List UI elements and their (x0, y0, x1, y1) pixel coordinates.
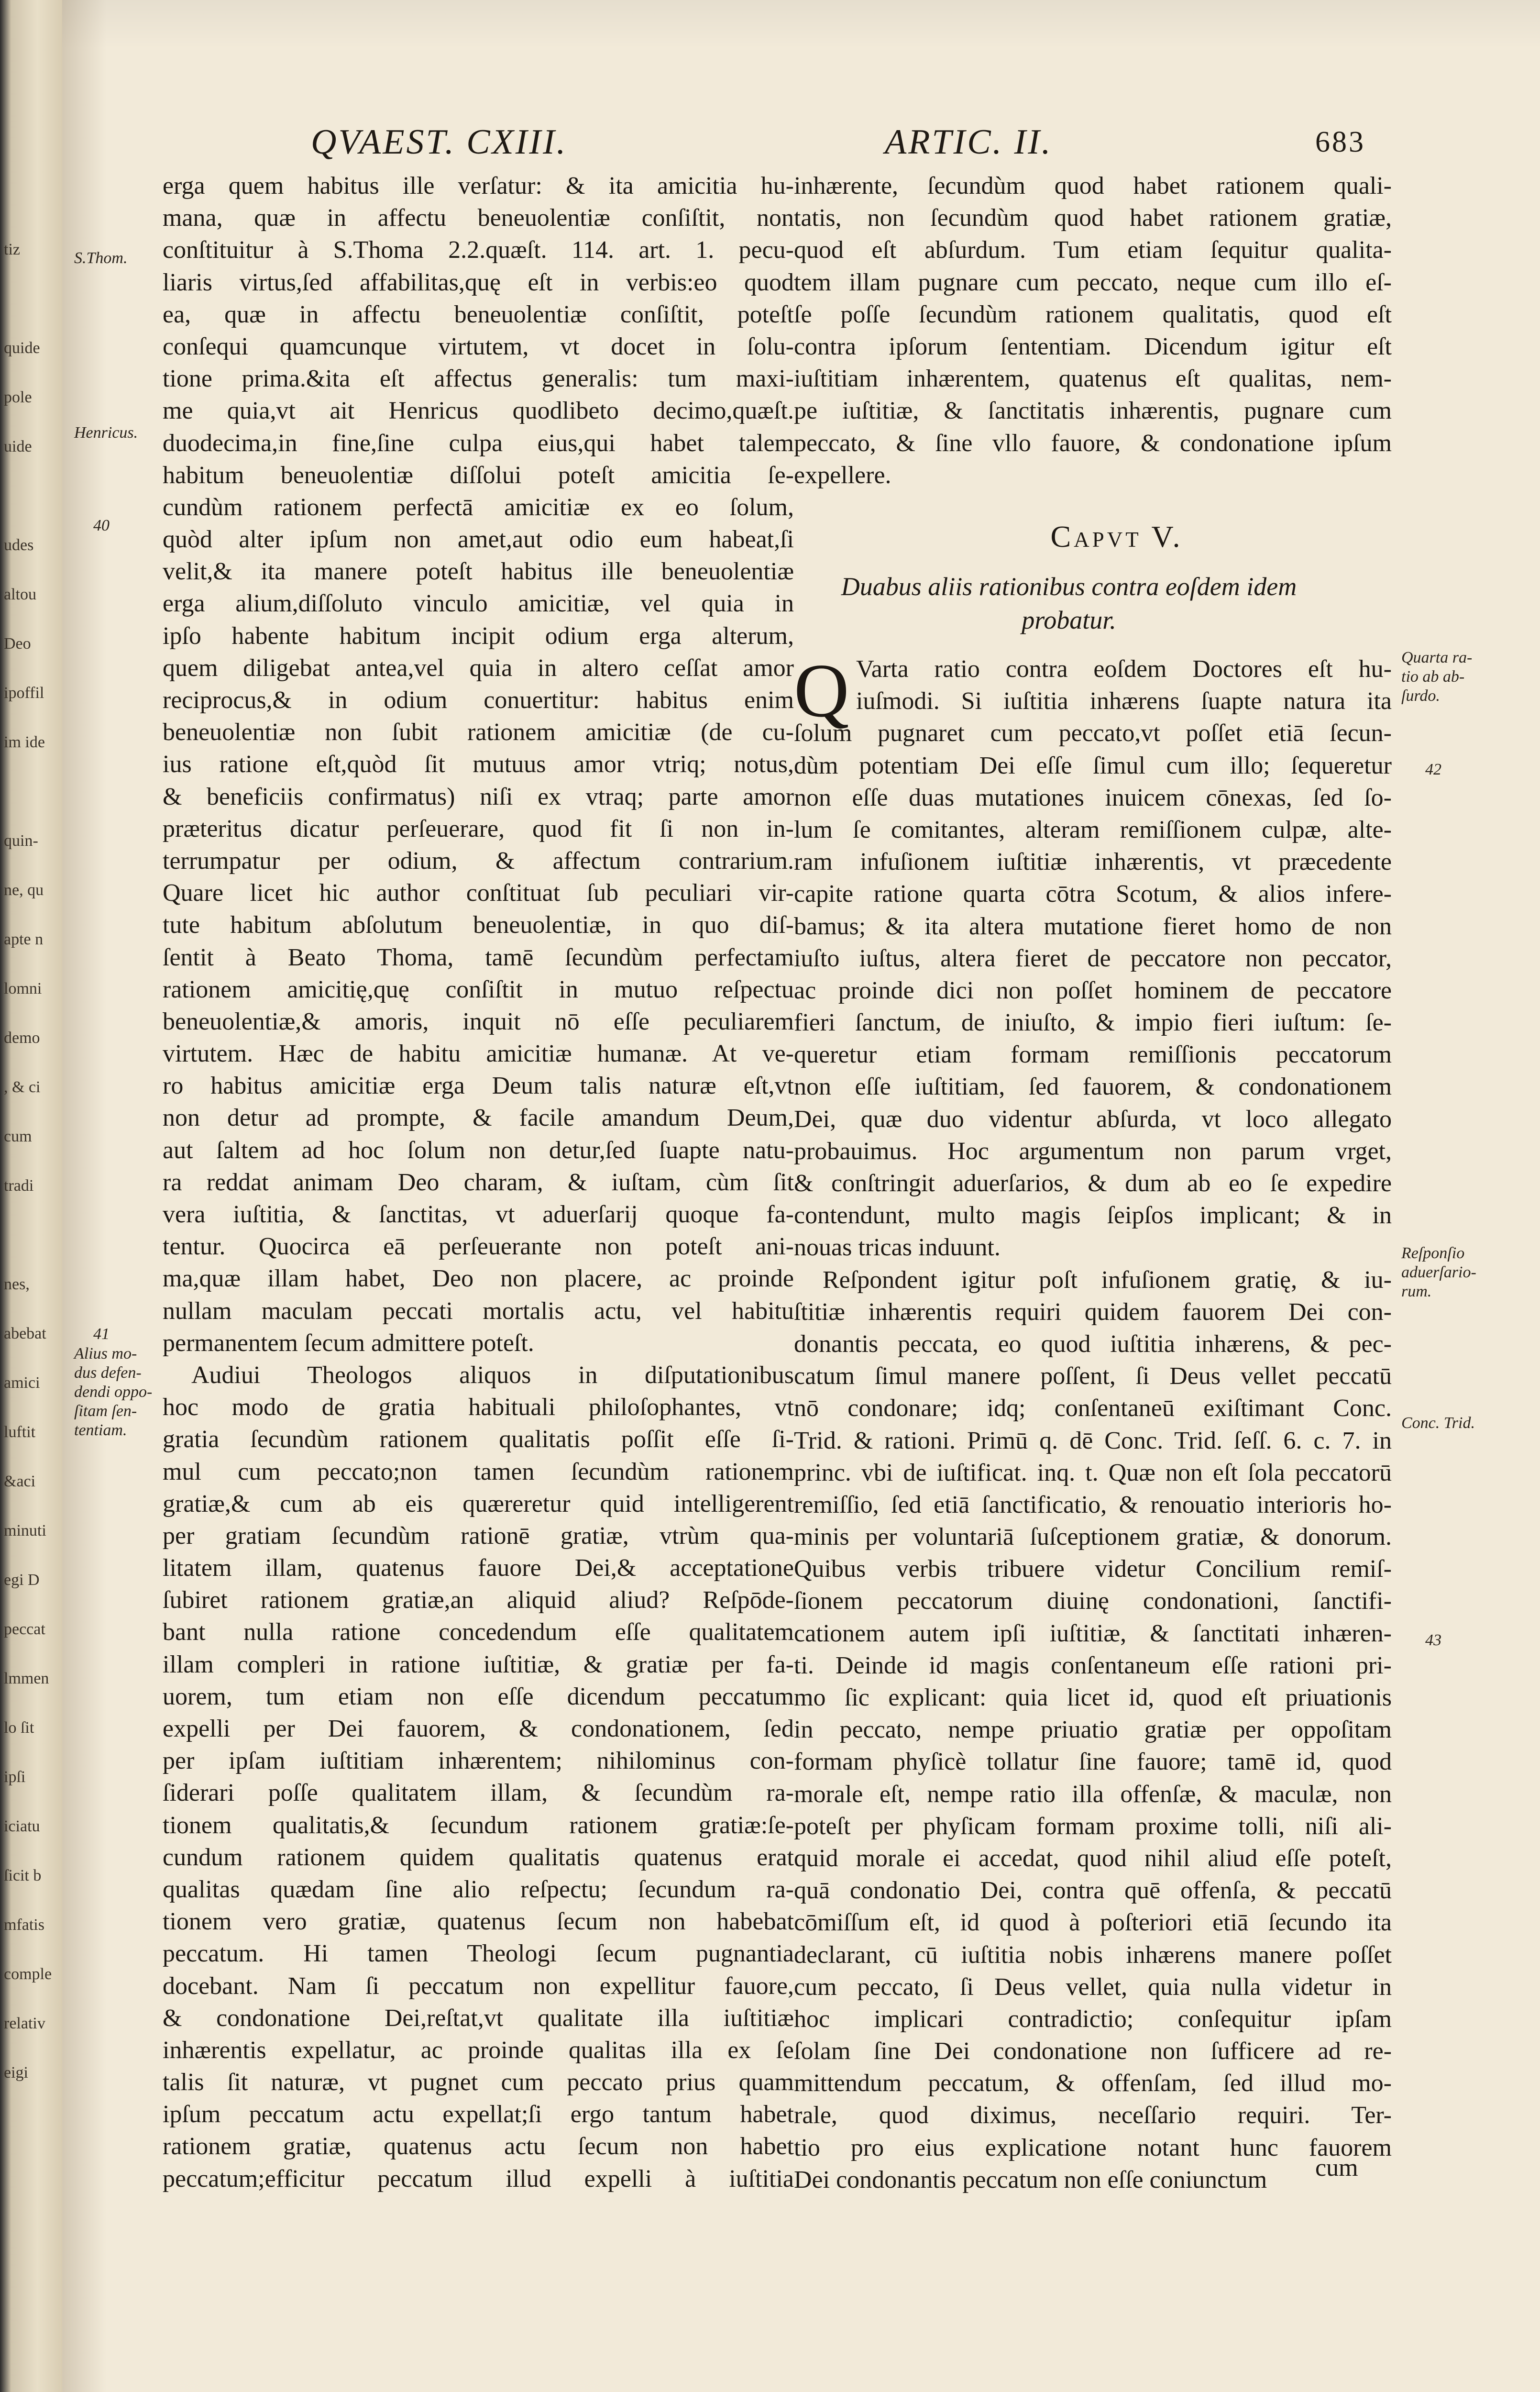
facing-page-fragment: uide (4, 438, 32, 455)
text-line: gratia ſecundùm rationem qualitatis poſſit eſſe ſi- (163, 1426, 794, 1453)
facing-page-fragment: iciatu (4, 1817, 40, 1835)
margin-note-alius-line4: ſitam ſen- (74, 1402, 137, 1420)
text-line: hoc modo de gratia habituali philoſophantes, vt (163, 1394, 794, 1421)
text-line: ſubiret rationem gratiæ,an aliquid aliud? Reſpōde- (163, 1586, 794, 1614)
facing-page-fragment: ipſi (4, 1768, 26, 1786)
text-line: Trid. & rationi. Primū q. dē Conc. Trid. ſeſſ. 6. c. 7. in (794, 1427, 1392, 1454)
facing-page-fragment: quide (4, 339, 40, 357)
chapter-subtitle-line2: probatur. (1022, 606, 1116, 634)
text-line: expellere. (794, 461, 891, 489)
text-line: per gratiam ſecundùm rationē gratiæ, vtrùm qua- (163, 1522, 794, 1550)
text-line: dùm potentiam Dei eſſe ſimul cum illo; ſequeretur (794, 752, 1392, 779)
text-line: talis ſit naturæ, vt pugnet cum peccato prius quam (163, 2069, 794, 2096)
margin-note-alius-line2: dus defen- (74, 1364, 142, 1382)
text-line: donantis peccata, eo quod iuſtitia inhærens, & pec- (794, 1330, 1392, 1358)
text-line: conſtituitur à S.Thoma 2.2.quæſt. 114. art. 1. pecu- (163, 236, 794, 264)
margin-note-conc-trid: Conc. Trid. (1401, 1414, 1475, 1432)
margin-note-henricus: Henricus. (74, 424, 138, 442)
facing-page-fragment: mfatis (4, 1916, 44, 1934)
text-line: capite ratione quarta cōtra Scotum, & alios infere- (794, 880, 1392, 908)
text-line: Dei condonantis peccatum non eſſe coniunctum (794, 2166, 1267, 2193)
facing-page-fragment: abebat (4, 1325, 46, 1342)
text-line: iuſmodi. Si iuſtitia inhærens ſuapte natura ita (856, 687, 1392, 715)
text-line: expelli per Dei fauorem, & condonationem, ſed (163, 1715, 794, 1742)
text-line: probauimus. Hoc argumentum non parum vrget, (794, 1137, 1392, 1165)
text-line: pe iuſtitiæ, & ſanctitatis inhærentis, pugnare cum (794, 397, 1392, 425)
text-line: mo ſic explicant: quia licet id, quod eſt priuationis (794, 1684, 1392, 1711)
text-line: formam phyſicè tollatur ſine fauore; tamē id, quod (794, 1748, 1392, 1776)
text-line: non eſſe duas mutationes inuicem cōnexas, ſed ſo- (794, 784, 1392, 811)
text-line: ma,quæ illam habet, Deo non placere, ac proinde (163, 1265, 794, 1293)
text-line: litatem illam, quatenus fauore Dei,& acceptatione (163, 1554, 794, 1582)
facing-page-fragment: eigi (4, 2064, 28, 2082)
text-line: mittendum peccatum, & offenſam, ſed illud mo- (794, 2070, 1392, 2097)
catchword: cum (1315, 2154, 1358, 2182)
text-line: contra ipſorum ſententiam. Dicendum igitur eſt (794, 332, 1392, 360)
facing-page-fragment: lo ſit (4, 1719, 34, 1737)
text-line: duodecima,in fine,ſine culpa eius,qui habet talem (163, 429, 794, 457)
text-line: inhærentis expellatur, ac proinde qualitas illa ex ſe (163, 2036, 794, 2064)
facing-page-fragment: comple (4, 1965, 52, 1983)
text-line: erga quem habitus ille verſatur: & ita amicitia hu- (163, 172, 794, 199)
text-line: ſolum pugnaret cum peccato,vt poſſet etiā ſecun- (794, 720, 1392, 747)
text-line: morale eſt, nempe ratio illa offenſæ, & maculæ, non (794, 1780, 1392, 1808)
facing-page-fragment: ſicit b (4, 1867, 42, 1884)
book-page (62, 0, 1540, 2392)
facing-page-fragment: &aci (4, 1473, 36, 1490)
margin-line-number-43: 43 (1425, 1631, 1441, 1649)
text-line: tentur. Quocirca eā perſeuerante non poteſt ani- (163, 1233, 794, 1261)
text-line: remiſſio, ſed etiā ſanctificatio, & renouatio interioris ho- (794, 1491, 1392, 1518)
text-line: cationem autem ipſi iuſtitiæ, & ſanctitati inhæren- (794, 1619, 1392, 1647)
text-line: tionem qualitatis,& ſecundum rationem gratiæ:ſe- (163, 1811, 794, 1839)
text-line: tione prima.&ita eſt affectus generalis: tum maxi- (163, 365, 794, 393)
text-line: bamus; & ita altera mutatione fieret homo de non (794, 912, 1392, 940)
chapter-title: Capvt V. (1050, 520, 1183, 554)
margin-note-responsio-line1: Reſponſio (1401, 1244, 1465, 1262)
text-line: non eſſe iuſtitiam, ſed fauorem, & condonationem (794, 1073, 1392, 1101)
text-line: lum ſe comitantes, alteram remiſſionem culpæ, alte- (794, 816, 1392, 843)
right-column-bottom (794, 648, 1392, 2196)
text-line: hoc implicari contradictio; conſequitur ipſam (794, 2005, 1392, 2033)
text-line: peccatum. Hi tamen Theologi ſecum pugnantia (163, 1940, 794, 1968)
margin-note-quarta-line2: tio ab ab- (1401, 668, 1465, 686)
text-line: Quibus verbis tribuere videtur Concilium remiſ- (794, 1555, 1392, 1583)
text-line: cundum rationem quidem qualitatis quatenus erat (163, 1843, 794, 1871)
margin-note-responsio-line2: aduerſario- (1401, 1263, 1476, 1281)
facing-page-edge (0, 0, 62, 2392)
text-line: quid morale ei accedat, quod nihil aliud eſſe poteſt, (794, 1844, 1392, 1872)
text-line: iuſto iuſtus, altera fieret de peccatore non peccator, (794, 944, 1392, 972)
margin-note-quarta-line1: Quarta ra- (1401, 649, 1473, 666)
text-line: virtutem. Hæc de habitu amicitiæ humanæ. At ve- (163, 1040, 794, 1068)
text-line: aut ſaltem ad hoc ſolum non detur,ſed ſuapte natu- (163, 1136, 794, 1164)
text-line: contendunt, multo magis ſeipſos implicant; & in (794, 1202, 1392, 1229)
text-line: tionem vero gratiæ, quatenus ſecum non habebat (163, 1908, 794, 1936)
text-line: princ. vbi de iuſtificat. inq. t. Quæ non eſt ſola peccatorū (794, 1459, 1392, 1486)
text-line: Quare licet hic author conſtituat ſub peculiari vir- (163, 879, 794, 907)
text-line: mana, quæ in affectu beneuolentiæ conſiſtit, non (163, 204, 794, 232)
text-line: ſionem peccatorum diuinę condonationi, ſanctifi- (794, 1587, 1392, 1615)
text-line: tute habitum abſolutum beneuolentiæ, in quo diſ- (163, 911, 794, 939)
text-line: ea, quæ in affectu beneuolentiæ conſiſtit, poteſt (163, 300, 794, 328)
text-line: quòd alter ipſum non amet,aut odio eum habeat,ſi (163, 526, 794, 554)
text-line: rationem gratiæ, quatenus actu ſecum non habet (163, 2133, 794, 2160)
facing-page-fragment: ipoffil (4, 684, 44, 702)
text-line: ram infuſionem iuſtitiæ inhærentis, vt præcedente (794, 848, 1392, 876)
text-line: ac proinde dici non poſſet hominem de peccatore (794, 976, 1392, 1004)
text-line: terrumpatur per odium, & affectum contrarium. (163, 847, 794, 875)
margin-note-responsio-line3: rum. (1401, 1283, 1432, 1300)
text-line: habitum beneuolentiæ diſſolui poteſt amicitia ſe- (163, 461, 794, 489)
margin-line-number-42: 42 (1425, 761, 1441, 778)
margin-note-alius-line1: Alius mo- (74, 1345, 137, 1362)
text-line: Reſpondent igitur poſt infuſionem gratię, & iu- (823, 1266, 1392, 1294)
text-line: Audiui Theologos aliquos in diſputationibus (191, 1361, 794, 1389)
text-line: nullam maculam peccati mortalis actu, vel habitu (163, 1297, 794, 1325)
page-number: 683 (1315, 126, 1365, 158)
text-line: ſtitiæ inhærentis requiri quidem fauorem Dei con- (794, 1298, 1392, 1326)
text-line: præteritus dicatur perſeuerare, quod fit ſi non in- (163, 815, 794, 842)
text-line: iuſtitiam inhærentem, quatenus eſt qualitas, nem- (794, 365, 1392, 393)
text-line: & condonatione Dei,reſtat,vt qualitate illa iuſtitiæ (163, 2004, 794, 2032)
margin-note-alius-line3: dendi oppo- (74, 1383, 153, 1401)
text-line: nō condonare; idq; conſentaneū exiſtimant Conc. (794, 1395, 1392, 1422)
text-line: ſentit à Beato Thoma, tamē ſecundùm perfectam (163, 943, 794, 971)
text-line: & conſtringit aduerſarios, & dum ab eo ſe expedire (794, 1170, 1392, 1197)
text-line: gratiæ,& cum ab eis quæreretur quid intelligerent (163, 1490, 794, 1517)
chapter-subtitle-line1: Duabus aliis rationibus contra eoſdem idem (841, 572, 1297, 601)
margin-note-alius-line5: tentiam. (74, 1421, 127, 1439)
facing-page-fragment: relativ (4, 2015, 45, 2032)
text-line: per ipſam iuſtitiam inhærentem; nihilominus con- (163, 1747, 794, 1775)
facing-page-fragment: amici (4, 1374, 40, 1392)
facing-page-fragment: altou (4, 586, 36, 603)
facing-page-fragment: demo (4, 1029, 40, 1047)
text-line: quod eſt abſurdum. Tum etiam ſequitur qualita- (794, 236, 1392, 264)
facing-page-fragment: tiz (4, 241, 20, 258)
text-line: quā condonatio Dei, contra quē offenſa, & peccatū (794, 1877, 1392, 1905)
margin-note-quarta-line3: ſurdo. (1401, 687, 1440, 705)
facing-page-fragment: , & ci (4, 1078, 41, 1096)
text-line: ti. Deinde id magis conſentaneum eſſe rationi pri- (794, 1651, 1392, 1679)
facing-page-fragment: cum (4, 1128, 32, 1145)
facing-page-fragment: luftit (4, 1423, 36, 1441)
facing-page-fragment: pole (4, 388, 32, 406)
text-line: minis per voluntariā ſuſceptionem gratiæ, & donorum. (794, 1523, 1392, 1551)
text-line: erga alium,diſſoluto vinculo amicitiæ, vel quia in (163, 590, 794, 618)
text-line: cōmiſſum eſt, id quod à poſteriori etiā ſecundo ita (794, 1909, 1392, 1937)
text-line: tem illam pugnare cum peccato, neque cum illo eſ- (794, 268, 1392, 296)
text-line: velit,& ita manere poteſt habitus ille beneuolentiæ (163, 558, 794, 586)
facing-page-fragment: ne, qu (4, 881, 44, 899)
facing-page-fragment: Deo (4, 635, 31, 653)
drop-capital: Q (794, 648, 849, 733)
facing-page-fragment: apte n (4, 930, 44, 948)
running-head-article: ARTIC. II. (885, 122, 1053, 162)
text-line: beneuolentiæ non ſubit rationem amicitiæ (de cu- (163, 719, 794, 746)
left-column (163, 170, 794, 2195)
text-line: permanentem ſecum admittere poteſt. (163, 1329, 534, 1357)
text-line: nouas tricas induunt. (794, 1234, 1001, 1262)
text-line: ſolam ſine Dei condonatione non ſufficere ad re- (794, 2038, 1392, 2065)
text-line: peccato, & ſine vllo fauore, & condonatione ipſum (794, 429, 1392, 457)
facing-page-fragment: tradi (4, 1177, 34, 1195)
text-line: tio pro eius explicatione notant hunc fauorem (794, 2134, 1392, 2161)
text-line: peccatum;efficitur peccatum illud expelli à iuſtitia (163, 2165, 794, 2193)
text-line: ſiderari poſſe qualitatem illam, & ſecundùm ra- (163, 1779, 794, 1807)
text-line: catum ſimul manere poſſent, ſi Deus vellet peccatū (794, 1362, 1392, 1390)
text-line: ipſo habente habitum incipit odium erga alterum, (163, 622, 794, 650)
facing-page-fragment: nes, (4, 1275, 30, 1293)
facing-page-fragment: quin- (4, 832, 38, 850)
text-line: Varta ratio contra eoſdem Doctores eſt hu- (856, 655, 1392, 683)
text-line: ra reddat animam Deo charam, & iuſtam, cùm ſit (163, 1168, 794, 1196)
text-line: reciprocus,& in odium conuertitur: habitus enim (163, 687, 794, 714)
facing-page-fragment: lomni (4, 980, 42, 997)
text-line: ſe poſſe ſecundùm rationem qualitatis, quod eſt (794, 300, 1392, 328)
right-column-top (794, 170, 1392, 491)
text-line: inhærente, ſecundùm quod habet rationem quali- (794, 172, 1392, 199)
facing-page-fragment: udes (4, 536, 34, 554)
text-line: ipſum peccatum actu expellat;ſi ergo tantum habet (163, 2101, 794, 2128)
text-line: declarant, cū iuſtitia nobis inhærens manere poſſet (794, 1941, 1392, 1969)
text-line: docebant. Nam ſi peccatum non expellitur fauore, (163, 1972, 794, 2000)
text-line: Dei, quæ duo videntur abſurda, vt loco allegato (794, 1105, 1392, 1133)
text-line: tatis, non ſecundùm quod habet rationem gratiæ, (794, 204, 1392, 232)
margin-line-number-41: 41 (93, 1325, 110, 1343)
text-line: fieri ſanctum, de iniuſto, & impio fieri iuſtum: ſe- (794, 1009, 1392, 1037)
text-line: vera iuſtitia, & ſanctitas, vt aduerſarij quoque fa- (163, 1201, 794, 1228)
text-line: rale, quod diximus, neceſſario requiri. Ter- (794, 2102, 1392, 2129)
text-line: bant nulla ratione concedendum eſſe qualitatem (163, 1618, 794, 1646)
text-line: ro habitus amicitiæ erga Deum talis naturæ eſt,vt (163, 1072, 794, 1100)
text-line: mul cum peccato;non tamen ſecundùm rationem (163, 1458, 794, 1485)
text-line: uorem, tum etiam non eſſe dicendum peccatum (163, 1683, 794, 1710)
text-line: liaris virtus,ſed affabilitas,quę eſt in verbis:eo quod (163, 268, 794, 296)
text-line: quem diligebat antea,vel quia in altero ceſſat amor (163, 654, 794, 682)
margin-note-sthom: S.Thom. (74, 249, 128, 267)
text-line: cundùm rationem perfectā amicitiæ ex eo ſolum, (163, 493, 794, 521)
facing-page-fragment: peccat (4, 1620, 45, 1638)
text-line: conſequi quamcunque virtutem, vt docet in ſolu- (163, 332, 794, 360)
facing-page-fragment: minuti (4, 1522, 46, 1539)
running-head-question: QVAEST. CXIII. (311, 122, 568, 162)
text-line: ius ratione eſt,quòd ſit mutuus amor vtriq; notus, (163, 751, 794, 778)
text-line: queretur etiam formam remiſſionis peccatorum (794, 1041, 1392, 1069)
text-line: beneuolentiæ,& amoris, inquit nō eſſe peculiarem (163, 1008, 794, 1035)
facing-page-fragment: lmmen (4, 1670, 49, 1687)
margin-line-number-40: 40 (93, 517, 110, 534)
text-line: cum peccato, ſi Deus vellet, quia nulla videtur in (794, 1973, 1392, 2001)
facing-page-fragment: egi D (4, 1571, 40, 1589)
text-line: me quia,vt ait Henricus quodlibeto decimo,quæſt. (163, 397, 794, 425)
facing-page-fragment: im ide (4, 733, 45, 751)
text-line: poteſt per phyſicam formam proxime tolli, niſi ali- (794, 1812, 1392, 1840)
text-line: & beneficiis confirmatus) niſi ex vtraq; parte amor (163, 783, 794, 810)
text-line: illam compleri in ratione iuſtitiæ, & gratiæ per fa- (163, 1650, 794, 1678)
text-line: non detur ad prompte, & facile amandum Deum, (163, 1104, 794, 1132)
text-line: in peccato, nempe priuatio gratiæ per oppoſitam (794, 1716, 1392, 1744)
text-line: rationem amicitię,quę conſiſtit in mutuo reſpectu (163, 975, 794, 1003)
text-line: qualitas quædam ſine alio reſpectu; ſecundum ra- (163, 1875, 794, 1903)
